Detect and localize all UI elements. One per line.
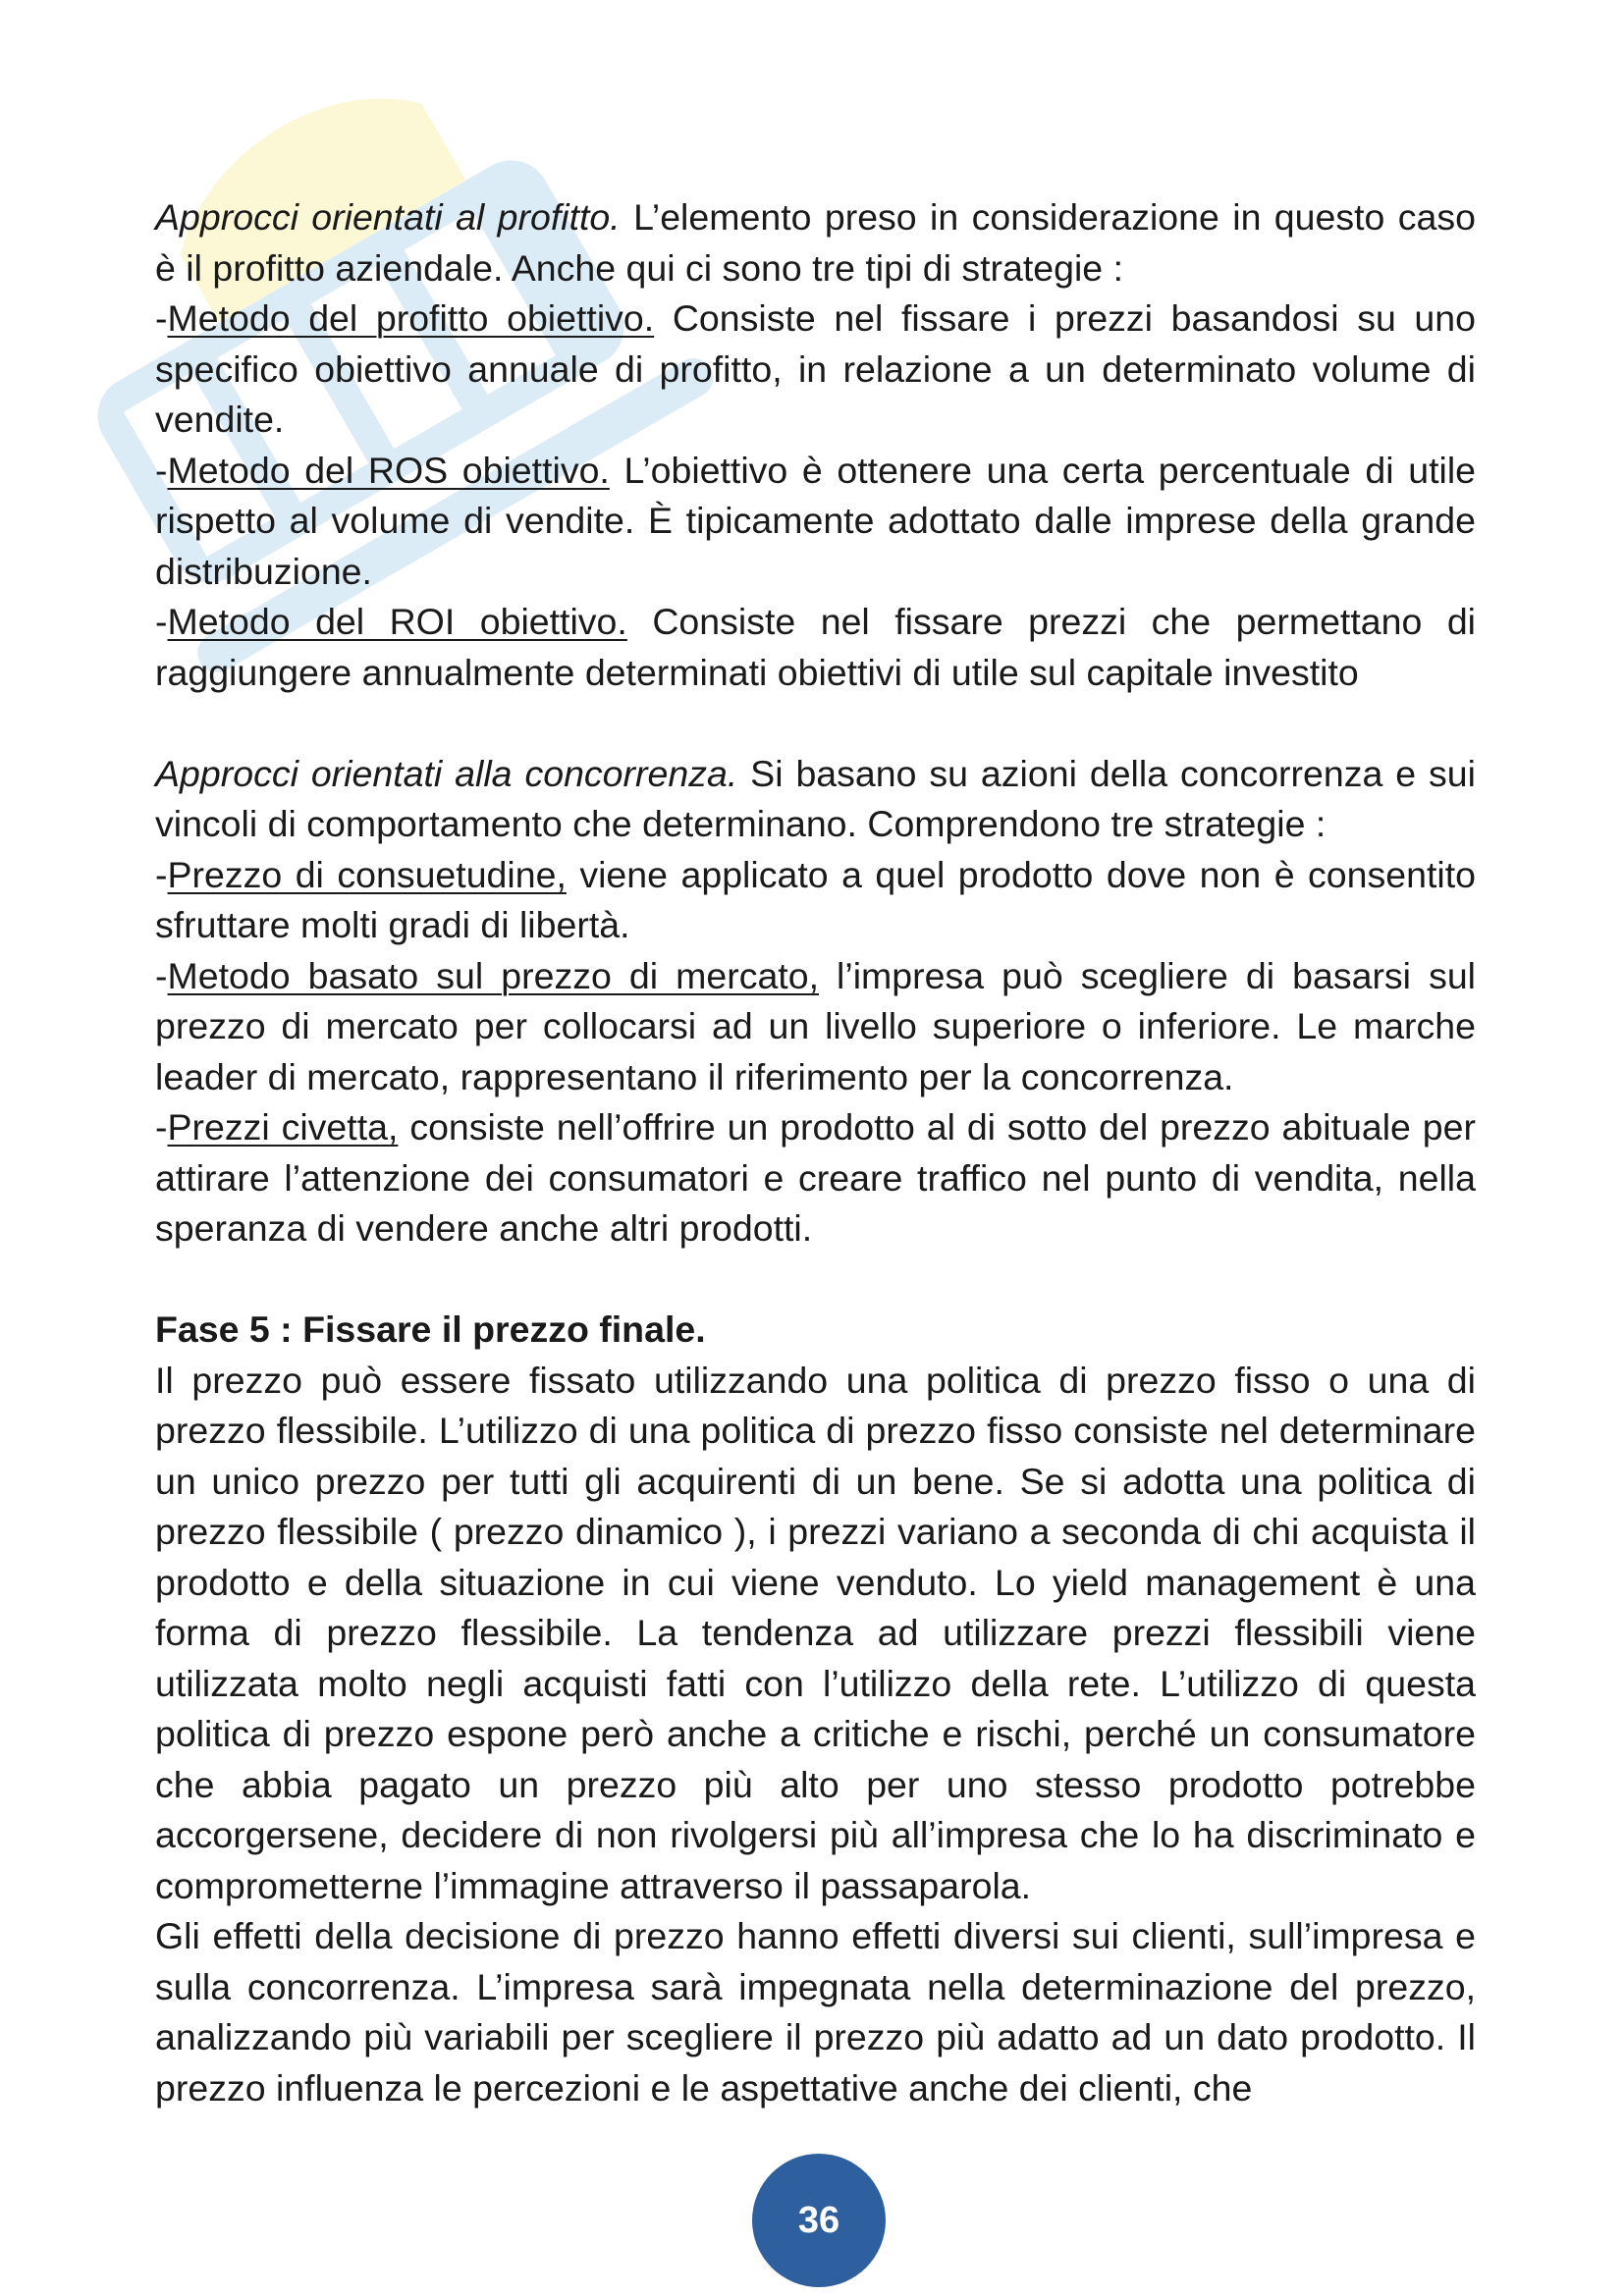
page-content	[155, 192, 1476, 2113]
profit-approaches-paragraph	[155, 192, 1476, 294]
list-item: -Prezzi civetta, consiste nell’offrire un prodotto al di sotto del prezzo abituale per attirare l’attenzione dei consumatori e creare traffico nel punto di vendita, nella speranza di vendere anche altri prodotti.	[155, 1106, 1477, 1249]
profit-method-term: Metodo del profitto obiettivo.	[167, 297, 655, 339]
list-item: -Metodo del ROS obiettivo. L’obiettivo è ottenere una certa percentuale di utile rispetto al volume di vendite. È tipicamente adottato dalle imprese della grande distribuzione.	[155, 449, 1476, 592]
roi-method-text: Consiste nel fissare prezzi che permettano di raggiungere annualmente determinati obiettivi di utile sul capitale investito	[155, 601, 1477, 693]
list-item: -Metodo del profitto obiettivo. Consiste nel fissare i prezzi basandosi su uno specifico obiettivo annuale di profitto, in relazione a un determinato volume di vendite.	[155, 297, 1476, 440]
phase5-heading: Fase 5 : Fissare il prezzo finale.	[155, 1308, 706, 1350]
list-item: -Metodo basato sul prezzo di mercato, l’impresa può scegliere di basarsi sul prezzo di mercato per collocarsi ad un livello superiore o inferiore. Le marche leader di mercato, rappresentano il riferimento per la concorrenza.	[155, 954, 1477, 1097]
ros-method-text: L’obiettivo è ottenere una certa percentuale di utile rispetto al volume di vendite. È tipicamente adottato dalle imprese della grande distribuzione.	[155, 449, 1476, 592]
list-item: -Prezzo di consuetudine, viene applicato a quel prodotto dove non è consentito sfruttare molti gradi di libertà.	[155, 853, 1476, 945]
loss-leader-term: Prezzi civetta,	[167, 1106, 399, 1148]
custom-price-text: viene applicato a quel prodotto dove non è consentito sfruttare molti gradi di libertà.	[155, 853, 1476, 945]
competition-approaches-paragraph	[155, 749, 1476, 850]
competition-approaches-intro: Si basano su azioni della concorrenza e sui vincoli di comportamento che determinano. Comprendono tre strategie :	[155, 752, 1476, 844]
profit-method-text: Consiste nel fissare i prezzi basandosi su uno specifico obiettivo annuale di profitto, in relazione a un determinato volume di vendite.	[155, 297, 1476, 440]
phase5-paragraph-1: Il prezzo può essere fissato utilizzando una politica di prezzo fisso o una di prezzo flessibile. L’utilizzo di una politica di prezzo fisso consiste nel determinare un unico prezzo per tutti gli acquirenti di un bene. Se si adotta una politica di prezzo flessibile ( prezzo dinamico ), i prezzi variano a seconda di chi acquista il prodotto e della situazione in cui viene venduto. Lo yield management è una forma di prezzo flessibile. La tendenza ad utilizzare prezzi flessibili viene utilizzata molto negli acquisti fatti con l’utilizzo della rete. L’utilizzo di questa politica di prezzo espone però anche a critiche e rischi, perché un consumatore che abbia pagato un prezzo più alto per uno stesso prodotto potrebbe accorgersene, decidere di non rivolgersi più all’impresa che lo ha discriminato e comprometterne l’immagine attraverso il passaparola.	[155, 1359, 1476, 1906]
paragraph-gap	[155, 1255, 1476, 1306]
market-price-term: Metodo basato sul prezzo di mercato,	[167, 954, 819, 996]
ros-method-term: Metodo del ROS obiettivo.	[167, 449, 610, 491]
roi-method-term: Metodo del ROI obiettivo.	[167, 601, 627, 642]
page-number-badge: 36	[752, 2154, 886, 2287]
loss-leader-text: consiste nell’offrire un prodotto al di sotto del prezzo abituale per attirare l’attenzione dei consumatori e creare traffico nel punto di vendita, nella speranza di vendere anche altri prodotti.	[155, 1106, 1477, 1249]
competition-approaches-title: Approcci orientati alla concorrenza.	[155, 752, 738, 794]
profit-approaches-title: Approcci orientati al profitto.	[155, 196, 621, 238]
paragraph-gap	[155, 698, 1476, 749]
profit-approaches-intro: L’elemento preso in considerazione in questo caso è il profitto aziendale. Anche qui ci sono tre tipi di strategie :	[155, 196, 1476, 289]
custom-price-term: Prezzo di consuetudine,	[167, 853, 567, 895]
market-price-text: l’impresa può scegliere di basarsi sul prezzo di mercato per collocarsi ad un livello superiore o inferiore. Le marche leader di mercato, rappresentano il riferimento per la concorrenza.	[155, 954, 1477, 1097]
phase5-paragraph-2: Gli effetti della decisione di prezzo hanno effetti diversi sui clienti, sull’impresa e sulla concorrenza. L’impresa sarà impegnata nella determinazione del prezzo, analizzando più variabili per scegliere il prezzo più adatto ad un dato prodotto. Il prezzo influenza le percezioni e le aspettative anche dei clienti, che	[155, 1915, 1476, 2109]
list-item: -Metodo del ROI obiettivo. Consiste nel fissare prezzi che permettano di raggiungere annualmente determinati obiettivi di utile sul capitale investito	[155, 601, 1477, 693]
